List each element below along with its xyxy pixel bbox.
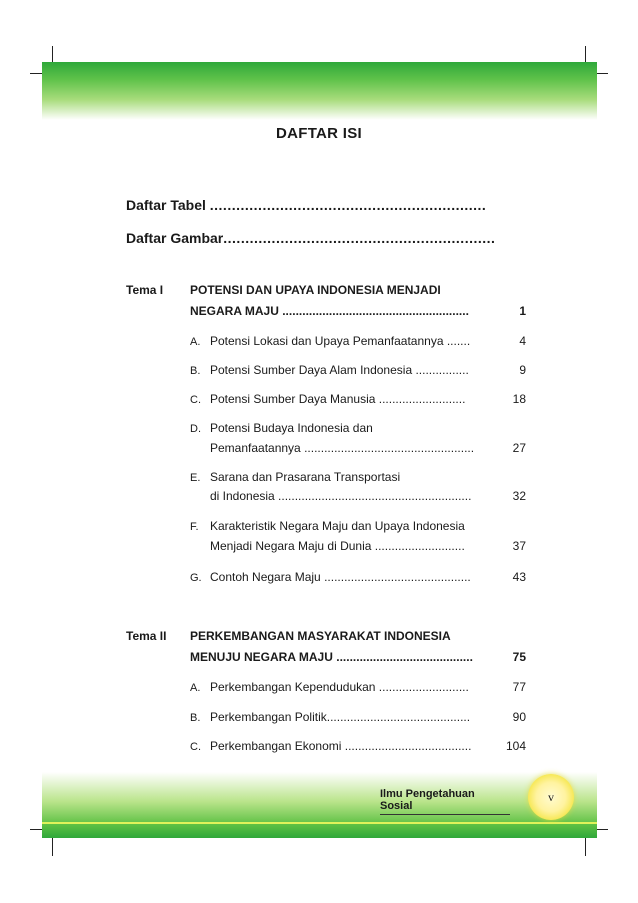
footer-band (42, 772, 597, 838)
item-letter: B. (190, 365, 201, 377)
item-letter: C. (190, 394, 201, 406)
footer-line (42, 822, 597, 824)
item-page: 43 (512, 570, 526, 584)
item-page: 77 (512, 680, 526, 694)
tema-2-page: 75 (512, 650, 526, 664)
item-text-cont[interactable]: di Indonesia .......................................................... (210, 489, 472, 503)
item-page: 27 (512, 441, 526, 455)
item-text: Potensi Lokasi dan Upaya Pemanfaatannya ....... (210, 334, 471, 348)
item-letter: G. (190, 572, 202, 584)
item-text: Potensi Budaya Indonesia dan (210, 421, 373, 435)
item-letter: B. (190, 712, 201, 724)
item-letter: D. (190, 423, 201, 435)
item-letter: C. (190, 741, 201, 753)
item-text: Potensi Sumber Daya Alam Indonesia ................ (210, 363, 469, 377)
item-page: 4 (519, 334, 526, 348)
item-page: 90 (512, 710, 526, 724)
footer-subject: Ilmu Pengetahuan Sosial (380, 788, 510, 815)
page-number-badge: v (528, 774, 574, 820)
item-text: Contoh Negara Maju ............................................ (210, 570, 471, 584)
toc-item-2a[interactable] (190, 680, 469, 694)
item-page: 18 (512, 392, 526, 406)
leader-dots: .............................................................. (223, 230, 496, 246)
item-text: Sarana dan Prasarana Transportasi (210, 470, 401, 484)
front-item-tabel[interactable] (126, 197, 486, 213)
item-letter: A. (190, 336, 201, 348)
item-page: 37 (512, 539, 526, 553)
item-text: Karakteristik Negara Maju dan Upaya Indonesia (210, 519, 465, 533)
toc-item-1d[interactable] (190, 421, 373, 435)
item-text: Perkembangan Kependudukan ........................... (210, 680, 469, 694)
tema-1-label: Tema I (126, 283, 164, 297)
toc-item-1c[interactable] (190, 392, 465, 406)
item-text-cont[interactable]: Menjadi Negara Maju di Dunia ........................... (210, 539, 465, 553)
toc-item-2c[interactable] (190, 739, 471, 753)
item-text: Potensi Sumber Daya Manusia .......................... (210, 392, 466, 406)
page-title: DAFTAR ISI (275, 125, 363, 142)
tema-1-heading-line2[interactable]: NEGARA MAJU ........................................................ (190, 304, 469, 318)
item-letter: A. (190, 682, 201, 694)
toc-item-1b[interactable] (190, 363, 469, 377)
item-page: 9 (519, 363, 526, 377)
item-text-cont[interactable]: Pemanfaatannya ................................................... (210, 441, 475, 455)
item-page: 104 (505, 739, 526, 753)
tema-2-heading-line1[interactable]: PERKEMBANGAN MASYARAKAT INDONESIA (190, 629, 451, 643)
front-label: Daftar Gambar (126, 230, 224, 246)
item-letter: E. (190, 472, 201, 484)
item-letter: F. (190, 521, 199, 533)
tema-2-label: Tema II (126, 629, 167, 643)
header-band (42, 62, 597, 120)
tema-1-heading-line1[interactable]: POTENSI DAN UPAYA INDONESIA MENJADI (190, 283, 441, 297)
leader-dots: ............................................................... (209, 197, 487, 213)
front-label: Daftar Tabel (126, 197, 206, 213)
tema-2-heading-line2[interactable]: MENUJU NEGARA MAJU ......................................... (190, 650, 473, 664)
item-text: Perkembangan Politik........................................... (210, 710, 471, 724)
tema-1-page: 1 (519, 304, 526, 318)
toc-item-1e[interactable] (190, 470, 400, 484)
toc-item-2b[interactable] (190, 710, 470, 724)
front-item-gambar[interactable] (126, 230, 495, 246)
toc-item-1f[interactable] (190, 519, 465, 533)
toc-item-1a[interactable] (190, 334, 470, 348)
item-text: Perkembangan Ekonomi ...................................... (210, 739, 472, 753)
item-page: 32 (512, 489, 526, 503)
toc-item-1g[interactable] (190, 570, 471, 584)
